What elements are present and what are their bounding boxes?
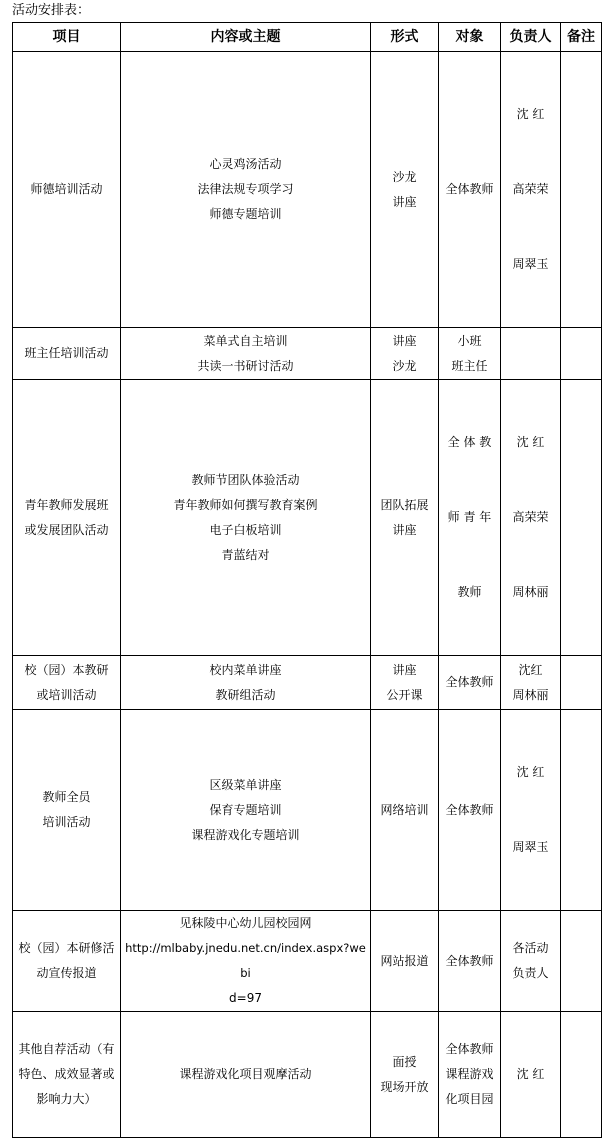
cell-owner <box>501 911 561 1012</box>
cell-line: 校（园）本研修活 <box>18 941 115 955</box>
cell-line: 团队拓展 <box>380 497 429 512</box>
cell-line: 沈红 <box>518 662 543 677</box>
cell-line: 周翠玉 <box>512 257 549 271</box>
header-note: 备注 <box>561 23 602 52</box>
cell-line: 网站报道 <box>380 953 429 968</box>
cell-line: d=97 <box>229 991 262 1005</box>
header-target: 对象 <box>439 23 501 52</box>
cell-line: 讲座 <box>392 522 417 537</box>
cell-content <box>121 1012 371 1138</box>
table-row <box>13 1012 602 1138</box>
cell-line: 沙龙 <box>392 169 417 184</box>
cell-line: 全体教师 <box>445 1042 494 1056</box>
cell-target <box>439 380 501 656</box>
cell-line: 特色、成效显著或 <box>18 1067 115 1081</box>
cell-line: 校（园）本教研 <box>24 662 109 677</box>
cell-owner <box>501 656 561 710</box>
cell-line: 化项目园 <box>445 1092 494 1106</box>
table-row <box>13 911 602 1012</box>
cell-form <box>371 328 439 380</box>
cell-line: 动宣传报道 <box>36 966 97 980</box>
cell-line: 各活动 <box>512 941 549 955</box>
header-row <box>13 23 602 52</box>
cell-note <box>561 710 602 911</box>
cell-line: 教师节团队体验活动 <box>191 472 300 487</box>
cell-line: 讲座 <box>392 662 417 677</box>
cell-line: 沙龙 <box>392 358 417 373</box>
cell-item <box>13 656 121 710</box>
cell-form <box>371 656 439 710</box>
cell-note <box>561 656 602 710</box>
cell-line: 课程游戏化项目观摩活动 <box>179 1067 312 1081</box>
cell-line: 校内菜单讲座 <box>209 662 282 677</box>
cell-line: 高荣荣 <box>512 510 549 524</box>
cell-content <box>121 710 371 911</box>
cell-line: 影响力大） <box>36 1092 97 1106</box>
cell-line: 沈 红 <box>516 435 545 449</box>
cell-content <box>121 328 371 380</box>
cell-line: 教师全员 <box>42 790 91 804</box>
cell-note <box>561 1012 602 1138</box>
cell-item <box>13 710 121 911</box>
cell-line: 网络培训 <box>380 802 429 817</box>
header-owner: 负责人 <box>501 23 561 52</box>
cell-line: 沈 红 <box>516 765 545 779</box>
cell-content <box>121 656 371 710</box>
cell-line: 见秣陵中心幼儿园校园网 <box>179 916 312 930</box>
cell-line: 共读一书研讨活动 <box>197 358 294 373</box>
table-row <box>13 656 602 710</box>
cell-line: 或培训活动 <box>36 687 97 702</box>
cell-owner <box>501 710 561 911</box>
header-item: 项目 <box>13 23 121 52</box>
cell-line: 全 体 教 <box>447 435 492 449</box>
cell-line: 菜单式自主培训 <box>203 333 288 348</box>
cell-content <box>121 911 371 1012</box>
table-caption: 活动安排表： <box>12 3 91 18</box>
table-row <box>13 380 602 656</box>
cell-item <box>13 1012 121 1138</box>
cell-owner <box>501 1012 561 1138</box>
cell-form <box>371 52 439 328</box>
cell-form <box>371 1012 439 1138</box>
cell-line: 全体教师 <box>445 802 494 817</box>
cell-line: 法律法规专项学习 <box>197 182 294 196</box>
cell-note <box>561 380 602 656</box>
cell-note <box>561 52 602 328</box>
cell-line: 电子白板培训 <box>209 522 282 537</box>
cell-target <box>439 710 501 911</box>
cell-content <box>121 380 371 656</box>
table-row <box>13 328 602 380</box>
cell-line: 教师 <box>457 585 482 599</box>
cell-line: 周林丽 <box>512 585 549 599</box>
cell-line: 青年教师如何撰写教育案例 <box>173 497 318 512</box>
cell-owner <box>501 52 561 328</box>
cell-note <box>561 328 602 380</box>
header-form: 形式 <box>371 23 439 52</box>
cell-line: 保育专题培训 <box>209 802 282 817</box>
cell-line: 沈 红 <box>516 1067 545 1081</box>
cell-line: 全体教师 <box>445 182 494 196</box>
cell-line: 师 青 年 <box>447 510 492 524</box>
table-row <box>13 710 602 911</box>
cell-item <box>13 52 121 328</box>
cell-target <box>439 911 501 1012</box>
table-row <box>13 52 602 328</box>
cell-target <box>439 656 501 710</box>
cell-owner <box>501 328 561 380</box>
cell-form <box>371 710 439 911</box>
cell-line: 全体教师 <box>445 953 494 968</box>
cell-line: 公开课 <box>386 687 423 702</box>
cell-form <box>371 911 439 1012</box>
cell-item <box>13 911 121 1012</box>
cell-owner <box>501 380 561 656</box>
cell-form <box>371 380 439 656</box>
cell-item <box>13 328 121 380</box>
cell-line: 师德专题培训 <box>209 207 282 221</box>
cell-line: 小班 <box>457 333 482 348</box>
cell-line: 教研组活动 <box>215 687 276 702</box>
cell-note <box>561 911 602 1012</box>
cell-line: 青蓝结对 <box>221 547 270 562</box>
cell-line: 课程游戏 <box>445 1067 494 1081</box>
cell-line: 高荣荣 <box>512 182 549 196</box>
cell-line: 班主任 <box>451 358 488 373</box>
cell-line: 青年教师发展班 <box>24 497 109 512</box>
cell-line: 心灵鸡汤活动 <box>209 157 282 171</box>
cell-target <box>439 52 501 328</box>
cell-line: 讲座 <box>392 194 417 209</box>
cell-line: 课程游戏化专题培训 <box>191 827 300 842</box>
cell-line: 现场开放 <box>380 1079 429 1094</box>
cell-line: 或发展团队活动 <box>24 522 109 537</box>
cell-target <box>439 328 501 380</box>
cell-line: 培训活动 <box>42 815 91 829</box>
cell-content <box>121 52 371 328</box>
activity-schedule-table <box>12 22 602 1138</box>
cell-line: 师德培训活动 <box>30 182 103 196</box>
cell-line: 负责人 <box>512 966 549 980</box>
cell-line: 沈 红 <box>516 107 545 121</box>
cell-line: 面授 <box>392 1054 417 1069</box>
campus-website-link[interactable]: http://mlbaby.jnedu.net.cn/index.aspx?webi <box>125 941 366 980</box>
cell-target <box>439 1012 501 1138</box>
cell-line: 班主任培训活动 <box>24 346 109 360</box>
cell-line: 讲座 <box>392 333 417 348</box>
cell-line: 周林丽 <box>512 687 549 702</box>
header-content: 内容或主题 <box>121 23 371 52</box>
cell-item <box>13 380 121 656</box>
cell-line: 其他自荐活动（有 <box>18 1042 115 1056</box>
cell-line: 周翠玉 <box>512 840 549 854</box>
cell-line: 区级菜单讲座 <box>209 777 282 792</box>
cell-line: 全体教师 <box>445 675 494 689</box>
